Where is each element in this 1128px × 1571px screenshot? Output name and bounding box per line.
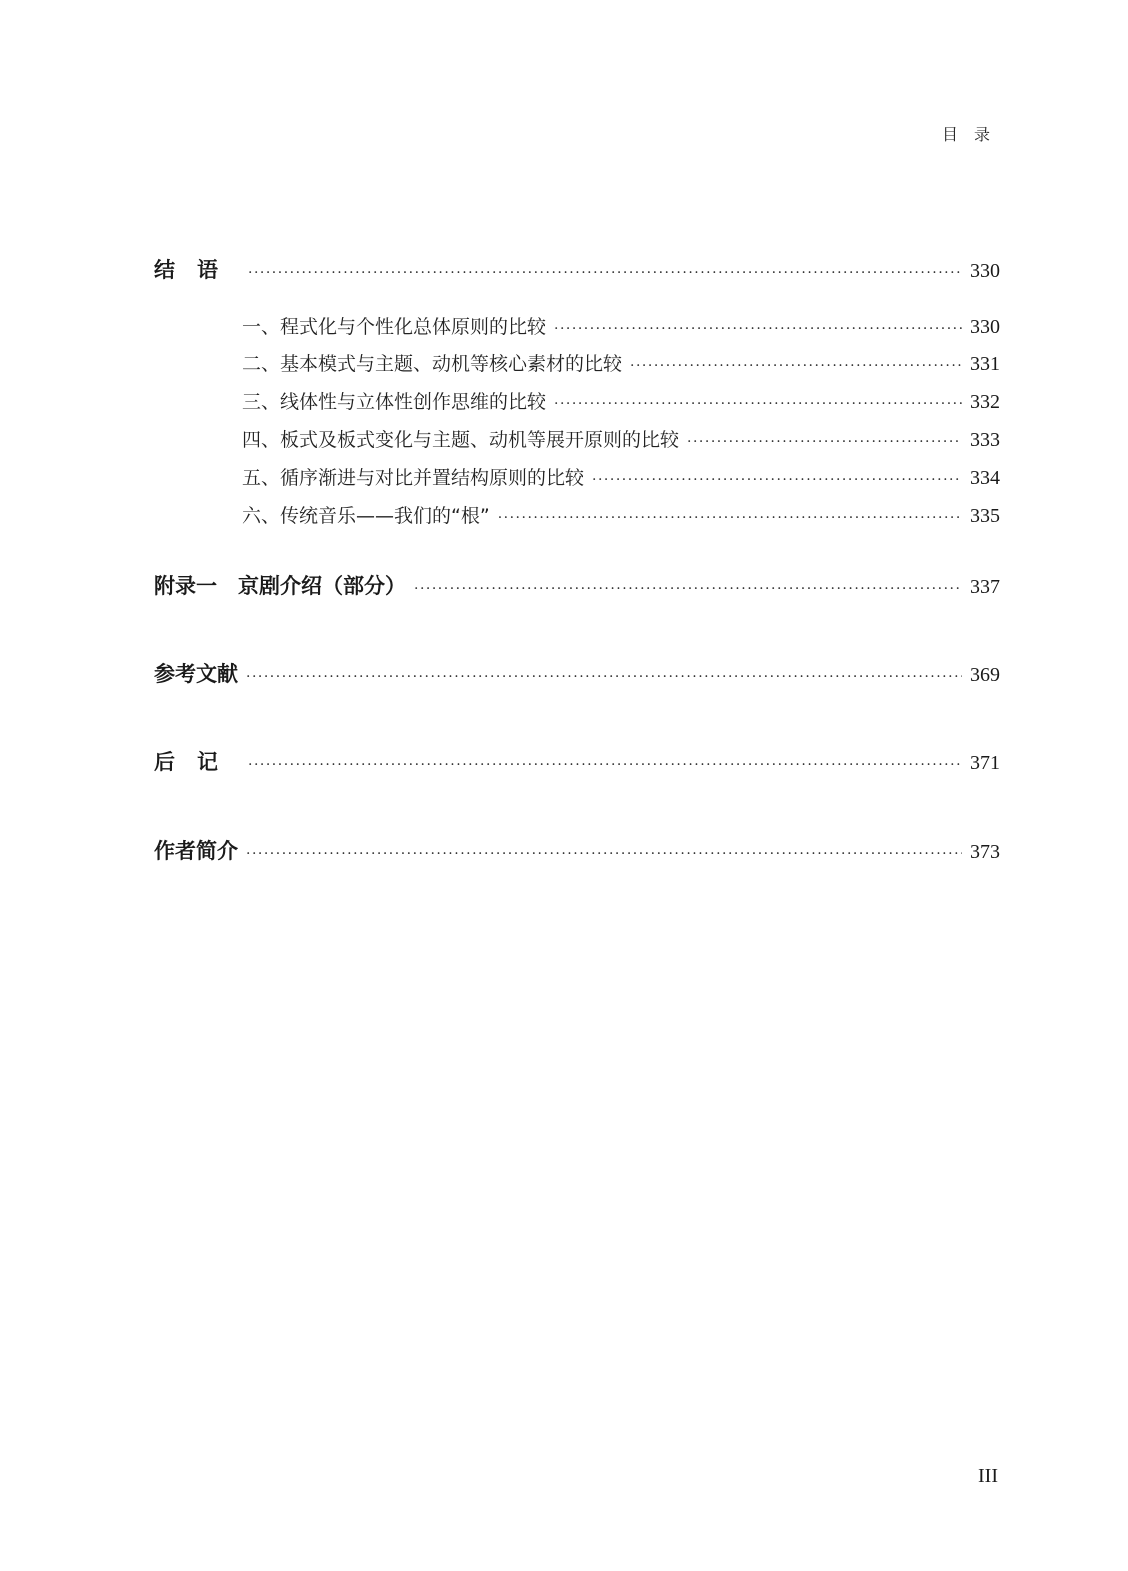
toc-entry-label: 一、程式化与个性化总体原则的比较 [242,316,547,338]
toc-entry-afterword[interactable] [154,746,1000,776]
toc-page-number: 334 [970,467,1000,489]
toc-entry-label: 结语 [154,258,240,282]
toc-entry-label: 五、循序渐进与对比并置结构原则的比较 [242,467,585,489]
toc-page-number: 371 [970,752,1000,774]
toc-entry-label: 参考文献 [154,662,238,686]
toc-entry-label: 附录一 京剧介绍（部分） [154,574,406,598]
dot-leader [687,434,962,450]
dot-leader [248,757,962,773]
toc-page-number: 333 [970,429,1000,451]
toc-page-number: 332 [970,391,1000,413]
toc-entry-label: 作者简介 [154,839,238,863]
toc-subentry[interactable] [242,312,1000,339]
toc-entry-label: 二、基本模式与主题、动机等核心素材的比较 [242,353,623,375]
dot-leader [630,358,962,374]
toc-subentry[interactable] [242,349,1000,376]
dot-leader [246,669,962,685]
dot-leader [592,472,962,488]
dot-leader [248,265,962,281]
toc-page-number: 369 [970,664,1000,686]
toc-entry-label: 三、线体性与立体性创作思维的比较 [242,391,547,413]
toc-page-number: 330 [970,260,1000,282]
toc-entry-references[interactable] [154,658,1000,688]
dot-leader [498,510,962,526]
running-head: 目录 [942,125,1007,144]
dot-leader [246,846,962,862]
toc-subentry[interactable] [242,425,1000,452]
toc-subentry[interactable] [242,463,1000,490]
page-number-folio: III [978,1465,998,1487]
toc-page-number: 335 [970,505,1000,527]
toc-page-number: 330 [970,316,1000,338]
toc-page-number: 331 [970,353,1000,375]
toc-entry-label: 四、板式及板式变化与主题、动机等展开原则的比较 [242,429,680,451]
toc-entry-label: 六、传统音乐——我们的“根” [242,505,490,527]
toc-subentry[interactable] [242,501,1000,528]
toc-page-number: 337 [970,576,1000,598]
dot-leader [554,396,962,412]
dot-leader [554,321,962,337]
dot-leader [414,581,962,597]
toc-entry-label: 后记 [154,750,240,774]
toc-entry-appendix[interactable] [154,570,1000,600]
toc-page-number: 373 [970,841,1000,863]
toc-entry-conclusion[interactable] [154,254,1000,284]
toc-entry-author[interactable] [154,835,1000,865]
toc-subentry[interactable] [242,387,1000,414]
